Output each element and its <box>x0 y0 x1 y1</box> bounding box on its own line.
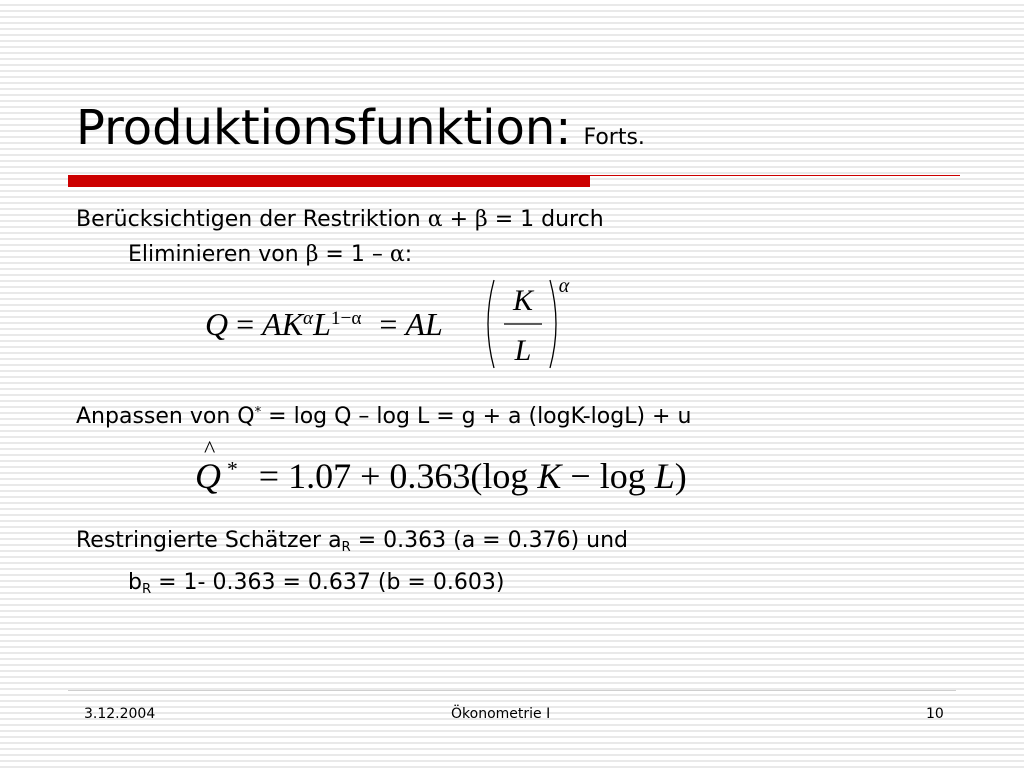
block1-line1: Berücksichtigen der Restriktion α + β = 1 durch <box>76 207 604 232</box>
title-underline-red <box>68 175 590 187</box>
hat-accent: ^ <box>204 437 216 463</box>
fraction-exponent: α <box>558 275 570 297</box>
slide-title <box>76 100 645 156</box>
left-paren <box>488 280 494 368</box>
formula-2: Q ^ * = 1.07 + 0.363(log K − log L) <box>195 437 687 496</box>
q-hat: Q ^ <box>195 437 221 496</box>
formula-1: $Q = AK^\alpha L^{1-\alpha}$ = AL <box>205 306 443 342</box>
title-main: Produktionsfunktion: <box>76 100 572 156</box>
footer-course: Ökonometrie I <box>451 706 551 722</box>
block2: Anpassen von Q* = log Q – log L = g + a (logK-logL) + u <box>76 404 692 429</box>
title-sub: Forts. <box>583 125 645 150</box>
footer-page-number: 10 <box>926 706 944 722</box>
footer-divider <box>68 690 956 691</box>
block3-line2: $b_R = 1-$ 0.363 = 0.637 (b = 0.603) <box>128 570 505 597</box>
footer-date: 3.12.2004 <box>84 706 156 722</box>
title-underline-thin <box>590 175 960 176</box>
formula-1-fraction <box>480 274 570 374</box>
block3-line1: Restringierte Schätzer $a_R = 0.363$ (a = 0.376) und <box>76 528 629 555</box>
fraction-denominator: L <box>514 334 532 367</box>
block1-line2: Eliminieren von β = 1 – α: <box>128 242 413 267</box>
right-paren <box>550 280 556 368</box>
fraction-numerator: K <box>512 284 534 317</box>
